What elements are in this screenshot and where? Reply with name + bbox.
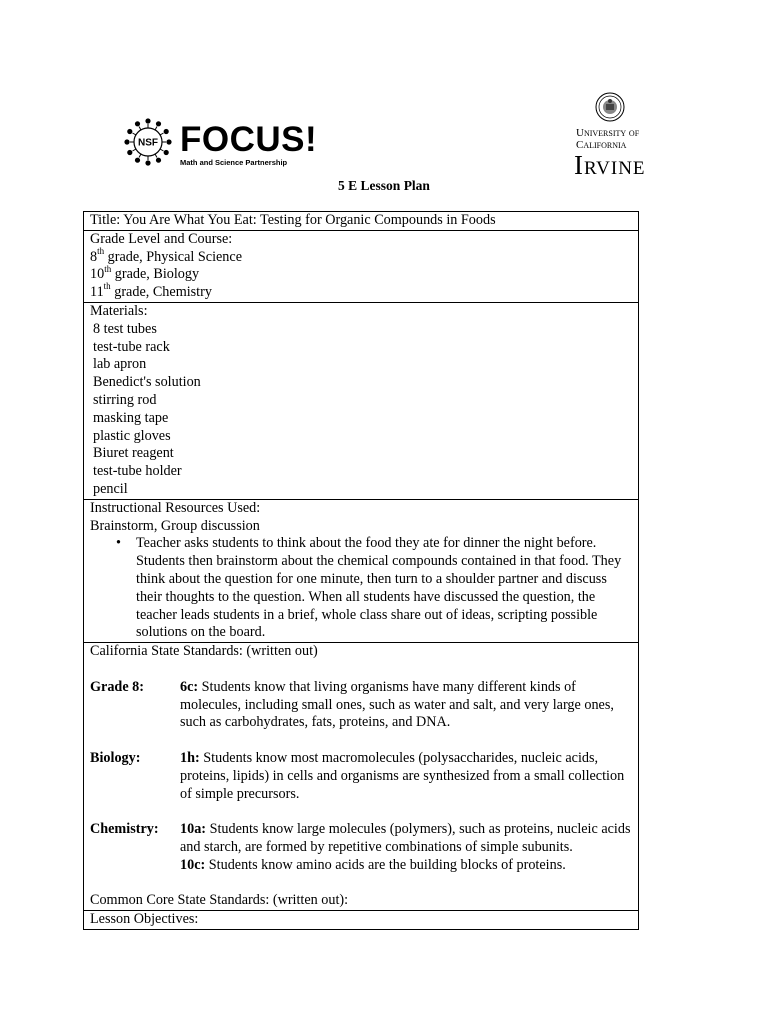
focus-subtitle: Math and Science Partnership bbox=[180, 158, 288, 167]
standard-code: 10a: bbox=[180, 821, 207, 838]
grade-level-row bbox=[84, 230, 638, 302]
standard-text bbox=[180, 750, 634, 803]
standard-grade: Grade 8: bbox=[90, 678, 144, 695]
standard-line bbox=[180, 679, 634, 732]
standard-code: 10c: bbox=[180, 856, 206, 873]
grade-suffix: th bbox=[104, 263, 112, 274]
materials-row bbox=[84, 302, 638, 499]
uci-line-university: University of bbox=[576, 127, 640, 139]
standard-grade: Chemistry: bbox=[90, 821, 159, 838]
title-row: Title: You Are What You Eat: Testing for Organic Compounds in Foods bbox=[90, 212, 496, 228]
standard-code: 6c: bbox=[180, 678, 199, 695]
material-item: Biuret reagent bbox=[93, 445, 174, 462]
grade-level-item bbox=[90, 245, 634, 267]
focus-logo bbox=[122, 116, 318, 172]
grade-suffix: th bbox=[103, 281, 111, 292]
document-title: 5 E Lesson Plan bbox=[338, 178, 430, 193]
material-item: test-tube holder bbox=[93, 463, 182, 480]
focus-wordmark: FOCUS! bbox=[180, 120, 318, 159]
standard-entry bbox=[90, 821, 634, 874]
standard-entry bbox=[90, 679, 634, 732]
grade-course: grade, Chemistry bbox=[110, 284, 212, 301]
lesson-plan-table bbox=[83, 211, 639, 930]
resources-row bbox=[84, 499, 638, 642]
material-item: lab apron bbox=[93, 356, 147, 373]
standard-text bbox=[180, 821, 634, 874]
nsf-seal-text: NSF bbox=[138, 137, 158, 149]
standard-line bbox=[180, 750, 634, 803]
uci-line-california: California bbox=[576, 139, 627, 151]
material-item: 8 test tubes bbox=[93, 320, 157, 337]
resources-subtitle: Brainstorm, Group discussion bbox=[90, 517, 260, 534]
grade-level-label: Grade Level and Course: bbox=[90, 230, 233, 247]
standard-code: 1h: bbox=[180, 749, 200, 766]
material-item: pencil bbox=[93, 480, 128, 497]
standards-spacer bbox=[90, 874, 634, 892]
nsf-seal-icon bbox=[122, 116, 174, 168]
standard-description: Students know that living organisms have many different kinds of molecules, including small ones, such as water and salt, and very large ones, such as carbohydrates, fats, proteins, and DNA. bbox=[180, 678, 614, 731]
grade-level-item bbox=[90, 281, 634, 302]
material-item: masking tape bbox=[93, 409, 169, 426]
uc-seal-icon bbox=[595, 92, 625, 122]
standard-entry bbox=[90, 750, 634, 803]
uci-line-irvine: Irvine bbox=[574, 150, 646, 180]
standards-row bbox=[84, 642, 638, 910]
standard-description: Students know large molecules (polymers), such as proteins, nucleic acids and starch, are formed by repetitive combinations of simple subunits. bbox=[180, 821, 631, 855]
standard-description: Students know most macromolecules (polysaccharides, nucleic acids, proteins, lipids) in cells and organisms are synthesized from a small collection of simple precursors. bbox=[180, 749, 625, 802]
common-core-label: Common Core State Standards: (written out): bbox=[90, 892, 349, 909]
grade-number: 8 bbox=[90, 248, 98, 265]
grade-number: 11 bbox=[90, 284, 104, 301]
standard-description: Students know amino acids are the building blocks of proteins. bbox=[205, 856, 566, 873]
objectives-row: Lesson Objectives: bbox=[84, 910, 638, 929]
material-item: Benedict's solution bbox=[93, 374, 201, 391]
material-item: test-tube rack bbox=[93, 338, 170, 355]
standard-line bbox=[180, 821, 634, 857]
material-item: plastic gloves bbox=[93, 427, 171, 444]
material-item: stirring rod bbox=[93, 391, 157, 408]
resources-list bbox=[90, 535, 634, 642]
resources-label: Instructional Resources Used: bbox=[90, 499, 261, 516]
grade-number: 10 bbox=[90, 266, 105, 283]
grade-suffix: th bbox=[97, 245, 105, 256]
standard-line bbox=[180, 857, 634, 875]
standard-text bbox=[180, 679, 634, 732]
standards-label: California State Standards: (written out) bbox=[90, 643, 318, 660]
grade-level-item bbox=[90, 263, 634, 284]
grade-course: grade, Physical Science bbox=[104, 248, 242, 265]
resources-bullet: • Teacher asks students to think about the food they ate for dinner the night before. Students then brainstorm about the chemical compounds contained in that food. They think about the question for one minute, then turn to a shoulder partner and discuss their thoughts to the question. When all students have discussed the question, the teacher leads students in a brief, whole class share out of ideas, scripting possible solutions on the board. bbox=[136, 535, 634, 642]
materials-label: Materials: bbox=[90, 302, 148, 319]
standard-grade: Biology: bbox=[90, 749, 141, 766]
grade-course: grade, Biology bbox=[111, 266, 200, 283]
uci-logo bbox=[574, 92, 654, 180]
